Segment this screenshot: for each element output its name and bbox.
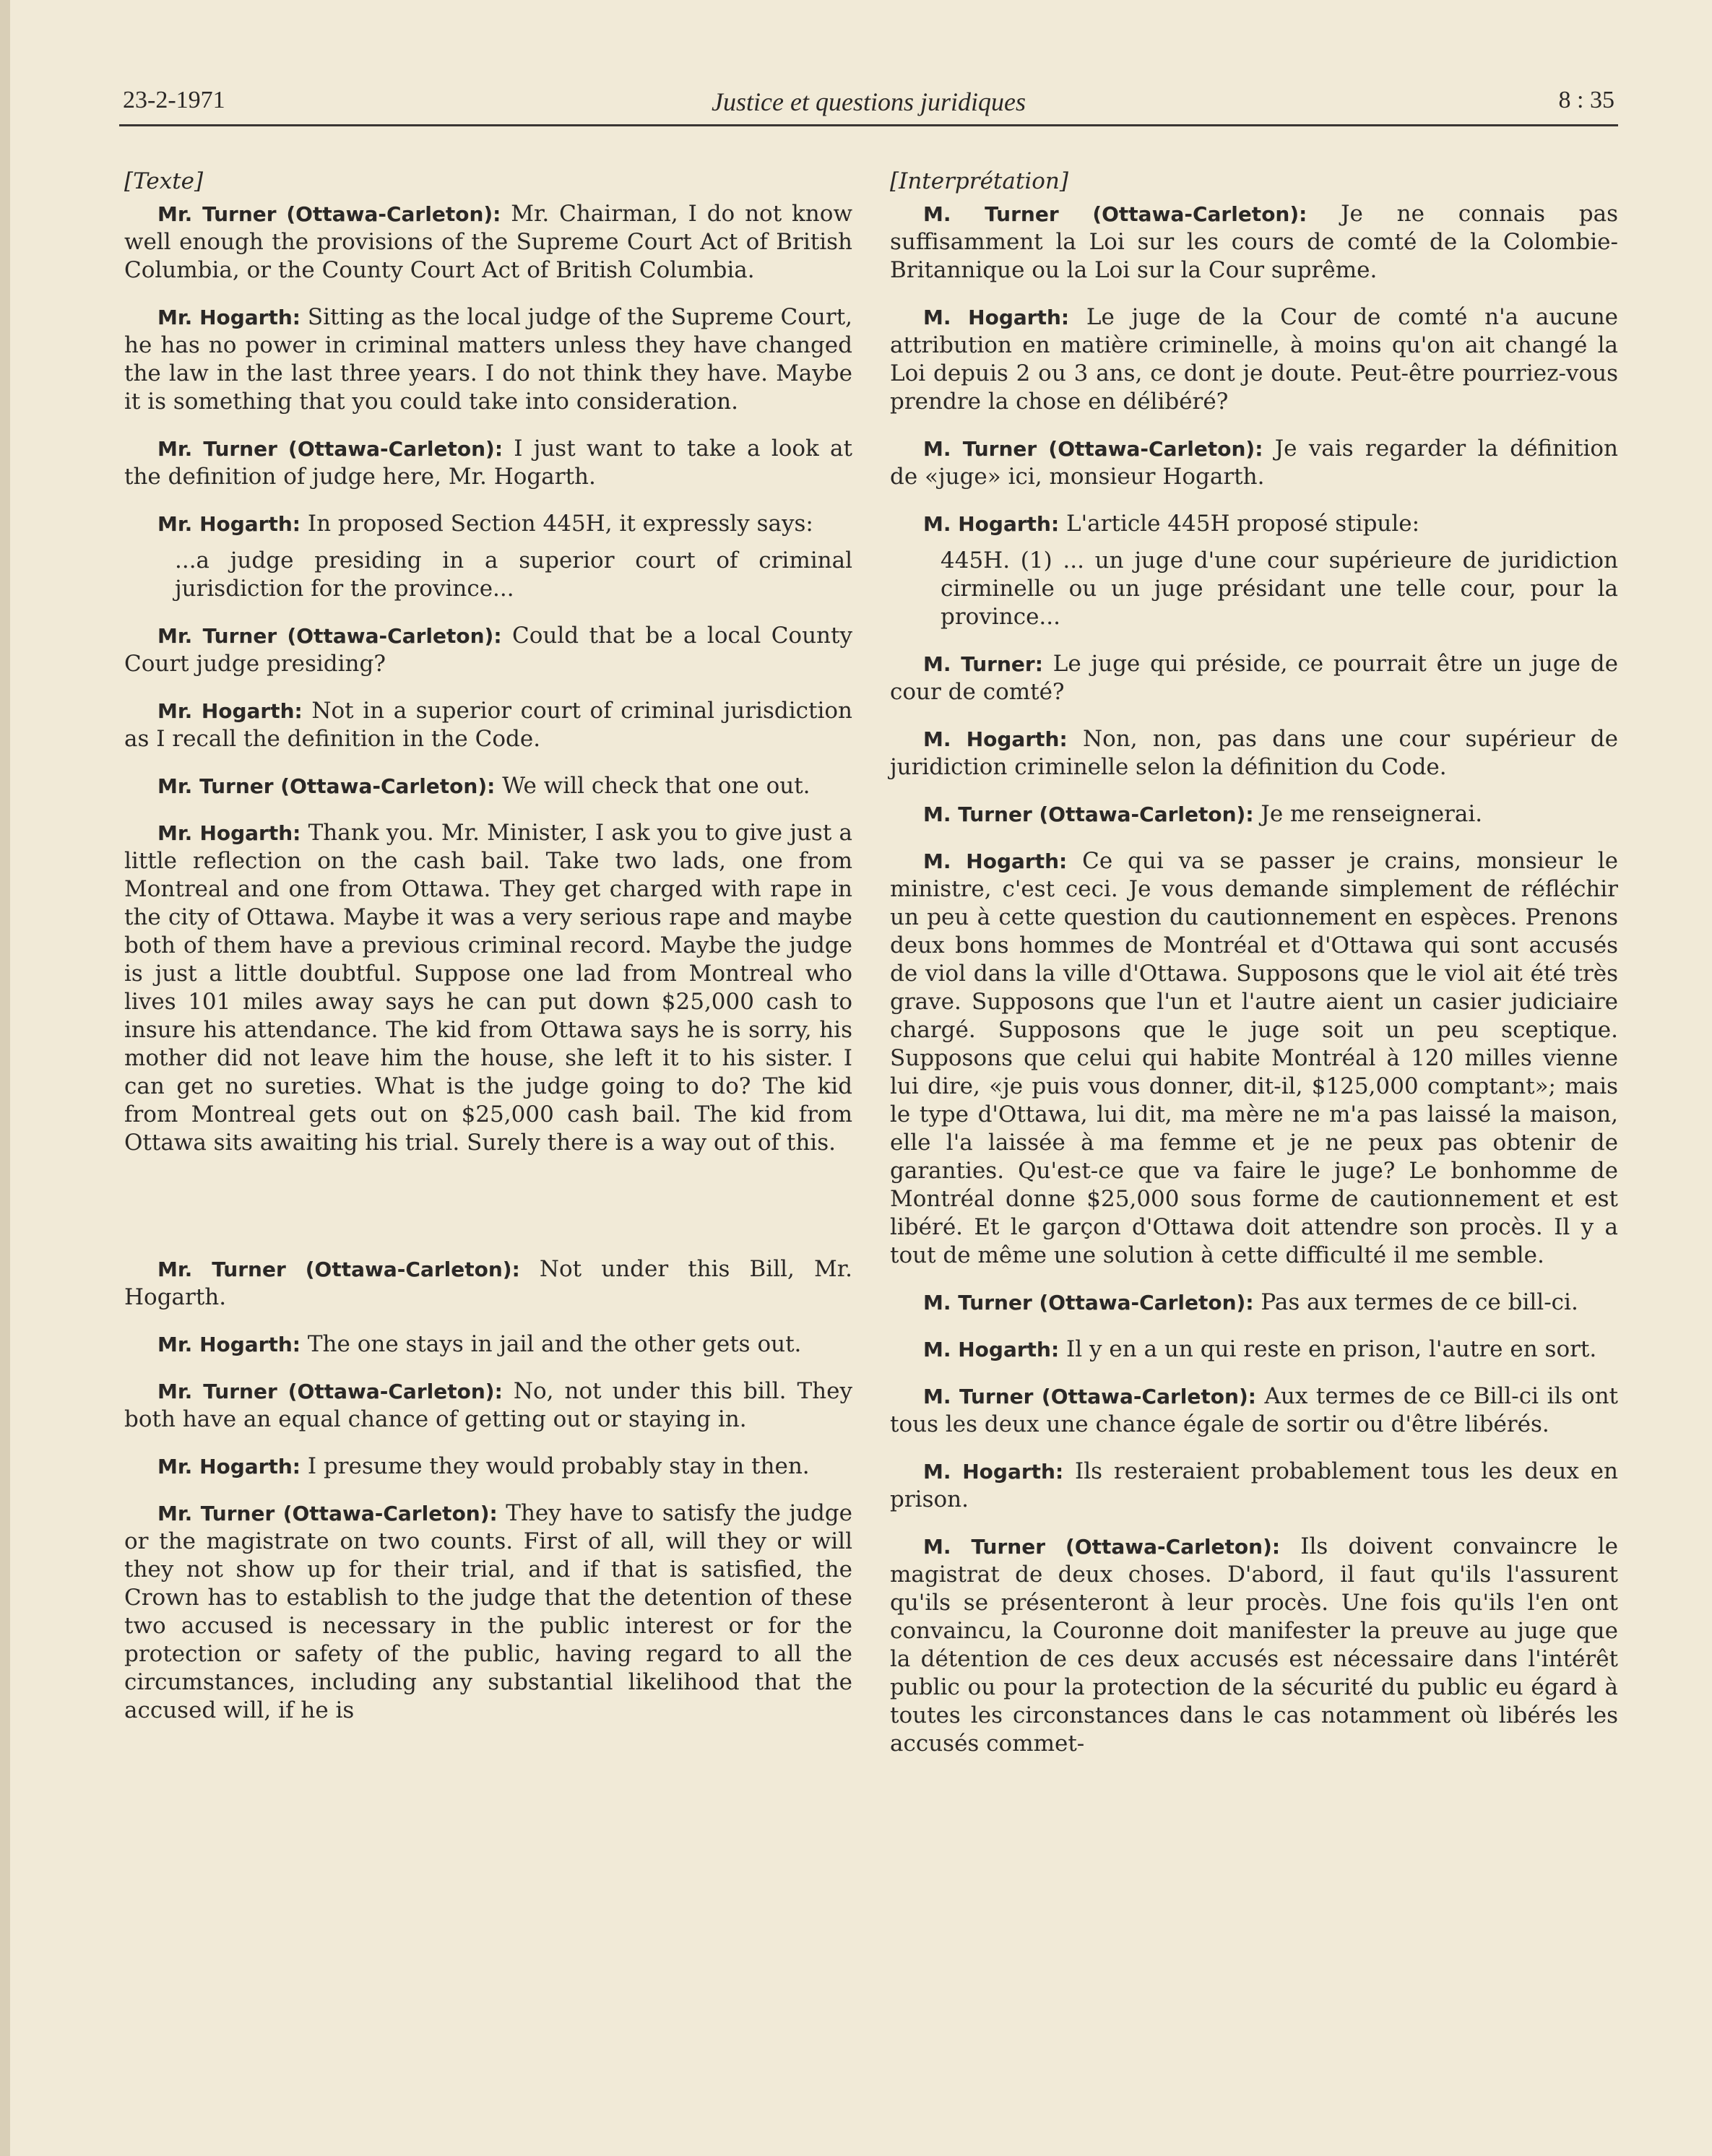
paragraph (124, 303, 852, 416)
paragraph (890, 435, 1618, 491)
paragraph (890, 1289, 1618, 1317)
speech: Non, non, pas dans une cour supérieur de juridiction criminelle selon la définition du Code. (890, 726, 1618, 780)
speech: Le juge qui préside, ce pourrait être un juge de cour de comté? (890, 651, 1618, 705)
speech: Ce qui va se passer je crains, monsieur le ministre, c'est ceci. Je vous demande simplement de réfléchir un peu à cette question du cautionnement en espèces. Prenons deux bons hommes de Montréal et d'Ottawa qui sont accusés de viol dans la ville d'Ottawa. Supposons que le viol ait été très grave. Supposons que l'un et l'autre aient un casier judiciaire chargé. Supposons que le juge soit un peu sceptique. Supposons que celui qui habite Montréal à 120 milles vienne lui dire, «je puis vous donner, dit-il, $125,000 comptant»; mais le type d'Ottawa, lui dit, ma mère ne m'a pas laissé la maison, elle l'a laissée à ma femme et je ne peux pas obtenir de garanties. Qu'est-ce que va faire le juge? Le bonhomme de Montréal donne $25,000 sous forme de cautionnement et est libéré. Et le garçon d'Ottawa doit attendre son procès. Il y a tout de même une solution à cette difficulté il me semble. (890, 848, 1618, 1268)
paragraph (124, 200, 852, 285)
speech: Ils doivent convaincre le magistrat de deux choses. D'abord, il faut qu'ils l'assurent qu'ils se présenteront à leur procès. Une fois qu'ils l'en ont convaincu, la Couronne doit manifester la preuve au juge que la détention de ces deux accusés est nécessaire dans l'intérêt public ou pour la protection de la sécurité du public eu égard à toutes les circonstances dans le cas notamment où libérés les accusés commet- (890, 1533, 1619, 1757)
header-page-number: 8 : 35 (1558, 87, 1614, 113)
speech: Ils resteraient probablement tous les deux en prison. (890, 1458, 1618, 1512)
speaker: M. Hogarth: (923, 512, 1060, 536)
paragraph (890, 1458, 1618, 1514)
speech: Je vais regarder la définition de «juge» ici, monsieur Hogarth. (890, 436, 1619, 490)
speech: We will check that one out. (495, 773, 810, 799)
section-label-texte: [Texte] (124, 168, 204, 194)
column-gap (124, 1176, 852, 1255)
speaker: M. Turner (Ottawa-Carleton): (923, 802, 1254, 826)
paragraph (124, 1330, 852, 1359)
speech: Could that be a local County Court judge presiding? (124, 623, 852, 677)
speech: L'article 445H proposé stipule: (1059, 511, 1420, 537)
quote-text: 445H. (1) ... un juge d'une cour supérieure de juridiction cirminelle ou un juge présidant une telle cour, pour la province... (941, 547, 1618, 630)
speech: I just want to take a look at the definition of judge here, Mr. Hogarth. (124, 436, 852, 490)
paragraph (124, 1453, 852, 1481)
speaker: M. Turner (Ottawa-Carleton): (923, 1385, 1256, 1408)
speaker: M. Hogarth: (923, 727, 1068, 751)
paragraph (124, 1499, 852, 1725)
speaker: M. Hogarth: (923, 849, 1068, 873)
header-date: 23-2-1971 (123, 87, 225, 113)
speaker: Mr. Turner (Ottawa-Carleton): (157, 1502, 498, 1525)
speaker: Mr. Turner (Ottawa-Carleton): (157, 437, 503, 461)
speech: Not under this Bill, Mr. Hogarth. (124, 1256, 852, 1310)
speech: Thank you. Mr. Minister, I ask you to give just a little reflection on the cash bail. Take two lads, one from Montreal and one from Ottawa. They get charged with rape in the city of Ottawa. Maybe it was a very serious rape and maybe both of them have a previous criminal record. Maybe the judge is just a little doubtful. Suppose one lad from Montreal who lives 101 miles away says he can put down $25,000 cash to insure his attendance. The kid from Ottawa says he is sorry, his mother did not leave him the house, she left it to his sister. I can get no sureties. What is the judge going to do? The kid from Montreal gets out on $25,000 cash bail. The kid from Ottawa sits awaiting his trial. Surely there is a way out of this. (124, 820, 853, 1156)
paragraph (890, 200, 1618, 285)
speaker: Mr. Hogarth: (157, 699, 303, 723)
speech: I presume they would probably stay in then. (301, 1453, 810, 1479)
speaker: Mr. Hogarth: (157, 512, 301, 536)
speaker: M. Turner: (923, 652, 1043, 676)
speaker: M. Turner (Ottawa-Carleton): (923, 437, 1263, 461)
speaker: M. Turner (Ottawa-Carleton): (923, 1291, 1254, 1315)
speaker: Mr. Turner (Ottawa-Carleton): (157, 774, 496, 798)
paragraph (124, 819, 852, 1157)
page-edge (0, 0, 10, 2156)
french-column (890, 168, 1618, 1777)
quotation (175, 547, 852, 603)
speech: Mr. Chairman, I do not know well enough the provisions of the Supreme Court Act of British Columbia, or the County Court Act of British Columbia. (124, 201, 852, 283)
speaker: M. Hogarth: (923, 1460, 1064, 1484)
quote-text: ...a judge presiding in a superior court of criminal jurisdiction for the province... (175, 547, 852, 602)
speaker: M. Turner (Ottawa-Carleton): (923, 202, 1307, 226)
paragraph (890, 1533, 1618, 1758)
speaker: M. Turner (Ottawa-Carleton): (923, 1535, 1281, 1559)
speech: Not in a superior court of criminal jurisdiction as I recall the definition in the Code. (124, 698, 852, 752)
running-head (119, 81, 1618, 126)
paragraph (890, 1335, 1618, 1364)
paragraph (124, 510, 852, 538)
speech: Le juge de la Cour de comté n'a aucune attribution en matière criminelle, à moins qu'on ait changé la Loi depuis 2 ou 3 ans, ce dont je doute. Peut-être pourriez-vous prendre la chose en délibéré? (890, 304, 1618, 415)
speaker: Mr. Turner (Ottawa-Carleton): (157, 624, 502, 648)
paragraph (124, 435, 852, 491)
paragraph (124, 697, 852, 753)
speech: Aux termes de ce Bill-ci ils ont tous les deux une chance égale de sortir ou d'être libérés. (890, 1383, 1618, 1437)
speaker: Mr. Hogarth: (157, 1455, 301, 1479)
speech: Je me renseignerai. (1253, 801, 1483, 827)
paragraph (124, 1377, 852, 1434)
section-label-interpretation: [Interprétation] (890, 168, 1068, 194)
paragraph (890, 800, 1618, 828)
speech: They have to satisfy the judge or the magistrate on two counts. First of all, will they or will they not show up for their trial, and if that is satisfied, the Crown has to establish to the judge that the detention of these two accused is necessary in the public interest or for the protection or safety of the public, having regard to all the circumstances, including any substantial likelihood that the accused will, if he is (124, 1500, 852, 1723)
header-title: Justice et questions juridiques (712, 87, 1026, 116)
paragraph (890, 650, 1618, 706)
paragraph (124, 622, 852, 678)
paragraph (890, 725, 1618, 782)
speech: The one stays in jail and the other gets out. (301, 1331, 802, 1357)
speaker: M. Hogarth: (923, 1338, 1060, 1361)
speaker: Mr. Hogarth: (157, 1333, 301, 1356)
speech: Sitting as the local judge of the Supreme Court, he has no power in criminal matters unless they have changed the law in the last three years. I do not think they have. Maybe it is something that you could take into consideration. (124, 304, 853, 415)
paragraph (124, 772, 852, 800)
speech: In proposed Section 445H, it expressly says: (301, 511, 813, 537)
speech: Pas aux termes de ce bill-ci. (1253, 1289, 1578, 1315)
paragraph (890, 847, 1618, 1270)
speech: Je ne connais pas suffisamment la Loi sur les cours de comté de la Colombie-Britannique ou la Loi sur la Cour suprême. (890, 201, 1619, 283)
paragraph (890, 303, 1618, 416)
speaker: Mr. Turner (Ottawa-Carleton): (157, 202, 501, 226)
speaker: M. Hogarth: (923, 306, 1070, 329)
paragraph (890, 1382, 1618, 1439)
speaker: Mr. Turner (Ottawa-Carleton): (157, 1257, 520, 1281)
paragraph (890, 510, 1618, 538)
paragraph (124, 1255, 852, 1312)
speaker: Mr. Hogarth: (157, 306, 301, 329)
speech: No, not under this bill. They both have an equal chance of getting out or staying in. (124, 1378, 852, 1432)
speech: Il y en a un qui reste en prison, l'autre en sort. (1059, 1336, 1597, 1362)
speaker: Mr. Turner (Ottawa-Carleton): (157, 1380, 503, 1403)
english-column (124, 168, 852, 1744)
quotation (941, 547, 1618, 631)
speaker: Mr. Hogarth: (157, 821, 301, 845)
